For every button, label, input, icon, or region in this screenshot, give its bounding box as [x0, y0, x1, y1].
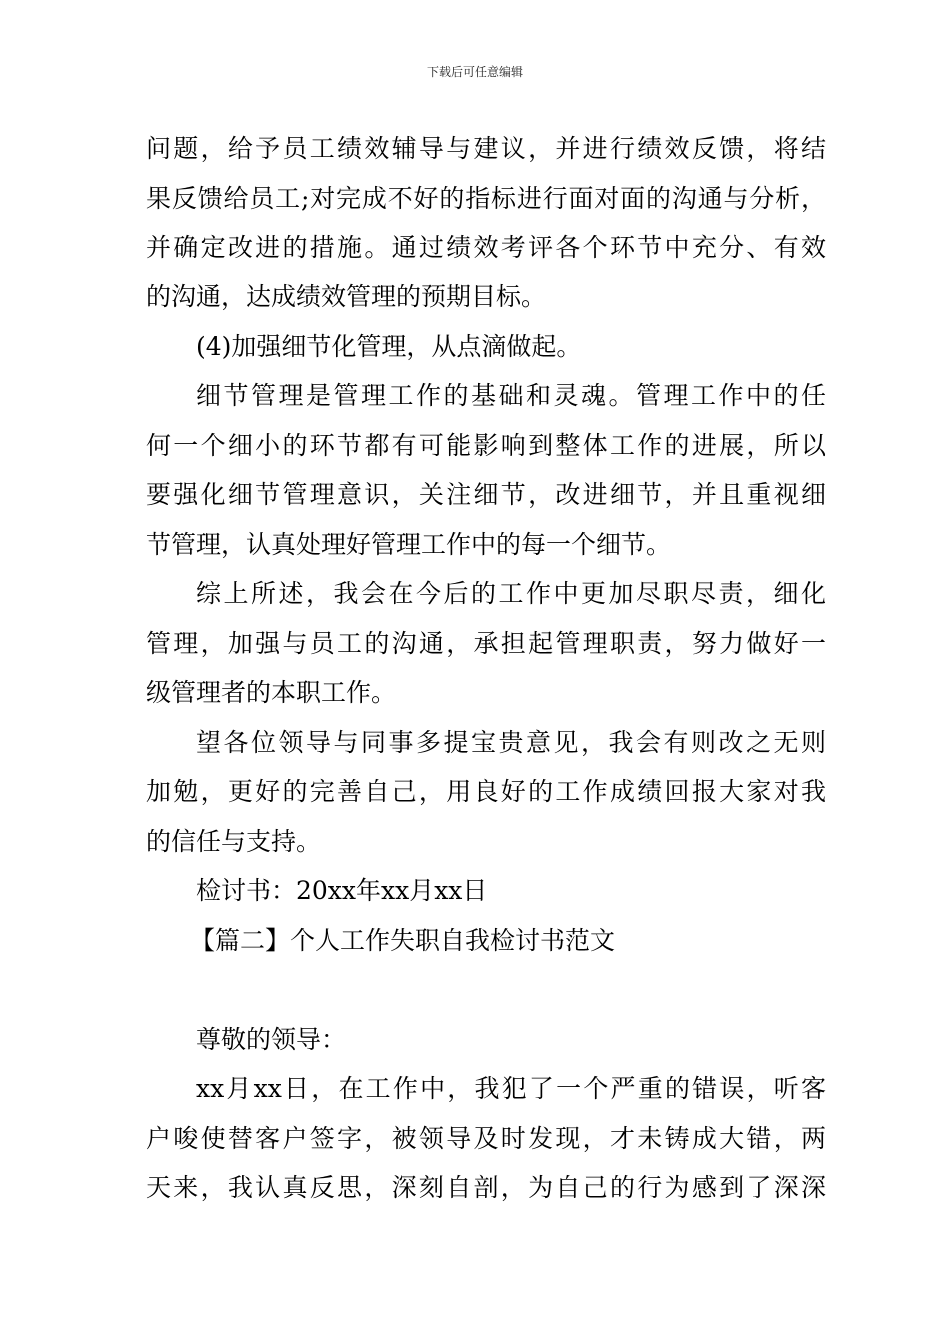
text-line: 望各位领导与同事多提宝贵意见，我会有则改之无则: [196, 728, 826, 757]
date-line: 检讨书：20xx年xx月xx日: [196, 876, 488, 905]
text-line: 细节管理是管理工作的基础和灵魂。管理工作中的任: [196, 381, 826, 410]
text-line: 何一个细小的环节都有可能影响到整体工作的进展，所以: [146, 431, 826, 460]
text-line: 要强化细节管理意识，关注细节，改进细节，并且重视细: [146, 480, 826, 509]
section-title: 【篇二】个人工作失职自我检讨书范文: [190, 926, 616, 955]
text-line: 天来，我认真反思，深刻自剖，为自己的行为感到了深深: [146, 1173, 826, 1202]
text-line: 果反馈给员工;对完成不好的指标进行面对面的沟通与分析，: [146, 184, 826, 213]
text-line: 节管理，认真处理好管理工作中的每一个细节。: [146, 530, 672, 559]
text-line: 加勉，更好的完善自己，用良好的工作成绩回报大家对我: [146, 777, 826, 806]
text-line: 的信任与支持。: [146, 827, 322, 856]
section-heading: (4)加强细节化管理，从点滴做起。: [196, 332, 582, 361]
text-line: 户唆使替客户签字，被领导及时发现，才未铸成大错，两: [146, 1124, 826, 1153]
text-line: 综上所述，我会在今后的工作中更加尽职尽责，细化: [196, 579, 826, 608]
text-line: 的沟通，达成绩效管理的预期目标。: [146, 282, 547, 311]
salutation: 尊敬的领导：: [196, 1025, 347, 1054]
text-line: 管理，加强与员工的沟通，承担起管理职责，努力做好一: [146, 629, 826, 658]
text-line: 级管理者的本职工作。: [146, 678, 397, 707]
page-header: 下载后可任意编辑: [426, 65, 523, 79]
text-line: 问题，给予员工绩效辅导与建议，并进行绩效反馈，将结: [146, 134, 826, 163]
text-line: 并确定改进的措施。通过绩效考评各个环节中充分、有效: [146, 233, 826, 262]
text-line: xx月xx日，在工作中，我犯了一个严重的错误，听客: [196, 1074, 826, 1103]
